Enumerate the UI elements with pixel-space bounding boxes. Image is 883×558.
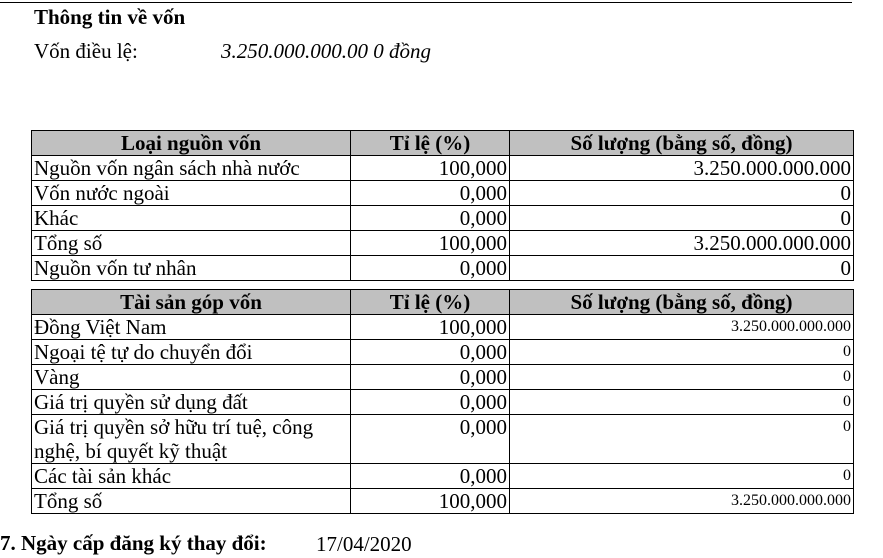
table-row (32, 156, 854, 181)
row-name: Vàng (32, 365, 351, 390)
row-ratio: 100,000 (351, 489, 510, 514)
table-row (32, 231, 854, 256)
column-header-source-type: Loại nguồn vốn (32, 131, 351, 156)
table-row (32, 181, 854, 206)
row-name: Nguồn vốn ngân sách nhà nước (32, 156, 351, 181)
row-name: Tổng số (32, 489, 351, 514)
row-ratio: 0,000 (351, 340, 510, 365)
row-amount: 3.250.000.000.000 (510, 231, 854, 256)
change-registration-date-label: 7. Ngày cấp đăng ký thay đổi: (0, 531, 267, 555)
column-header-amount: Số lượng (bằng số, đồng) (510, 131, 854, 156)
row-amount: 3.250.000.000.000 (510, 489, 854, 514)
row-amount: 0 (510, 464, 854, 489)
table-row (32, 464, 854, 489)
table-row (32, 365, 854, 390)
section-title: Thông tin về vốn (34, 5, 186, 29)
charter-capital-label: Vốn điều lệ: (34, 39, 138, 63)
row-name: Đồng Việt Nam (32, 315, 351, 340)
row-ratio: 0,000 (351, 181, 510, 206)
column-header-asset-type: Tài sản góp vốn (32, 290, 351, 315)
table-row (32, 340, 854, 365)
row-ratio: 100,000 (351, 231, 510, 256)
row-amount: 0 (510, 365, 854, 390)
table-row (32, 256, 854, 281)
row-amount: 0 (510, 415, 854, 464)
table-row (32, 315, 854, 340)
table-row (32, 390, 854, 415)
charter-capital-value: 3.250.000.000.00 0 đồng (221, 39, 431, 63)
row-amount: 0 (510, 340, 854, 365)
table-row (32, 415, 854, 464)
capital-asset-table (31, 289, 854, 514)
row-ratio: 0,000 (351, 390, 510, 415)
change-registration-date-value: 17/04/2020 (316, 532, 412, 556)
row-amount: 3.250.000.000.000 (510, 315, 854, 340)
row-name: Các tài sản khác (32, 464, 351, 489)
row-ratio: 0,000 (351, 365, 510, 390)
row-ratio: 0,000 (351, 256, 510, 281)
row-name: Nguồn vốn tư nhân (32, 256, 351, 281)
row-amount: 0 (510, 256, 854, 281)
column-header-ratio: Tỉ lệ (%) (351, 290, 510, 315)
row-ratio: 0,000 (351, 464, 510, 489)
row-name: Khác (32, 206, 351, 231)
row-name: Vốn nước ngoài (32, 181, 351, 206)
row-ratio: 0,000 (351, 415, 510, 464)
row-amount: 0 (510, 181, 854, 206)
row-ratio: 100,000 (351, 156, 510, 181)
column-header-amount: Số lượng (bằng số, đồng) (510, 290, 854, 315)
table-header-row (32, 290, 854, 315)
row-amount: 0 (510, 206, 854, 231)
row-ratio: 0,000 (351, 206, 510, 231)
capital-source-table (31, 130, 854, 281)
row-amount: 0 (510, 390, 854, 415)
column-header-ratio: Tỉ lệ (%) (351, 131, 510, 156)
row-name: Tổng số (32, 231, 351, 256)
row-amount: 3.250.000.000.000 (510, 156, 854, 181)
table-row (32, 206, 854, 231)
table-row (32, 489, 854, 514)
row-name: Giá trị quyền sở hữu trí tuệ, công nghệ, bí quyết kỹ thuật (32, 415, 351, 464)
row-ratio: 100,000 (351, 315, 510, 340)
row-name: Ngoại tệ tự do chuyển đổi (32, 340, 351, 365)
row-name: Giá trị quyền sử dụng đất (32, 390, 351, 415)
table-header-row (32, 131, 854, 156)
